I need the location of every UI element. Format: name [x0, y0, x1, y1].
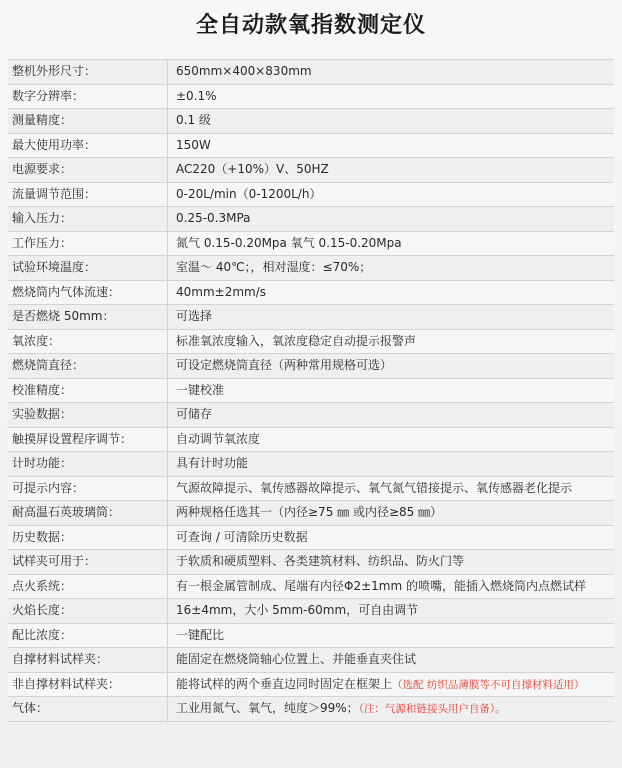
spec-value: 40mm±2mm/s: [176, 284, 267, 299]
spec-value-cell: [168, 85, 614, 109]
spec-value: 一键配比: [176, 627, 225, 642]
spec-value-cell: [168, 648, 614, 672]
spec-note: （注：气源和链接头用户自备）。: [358, 703, 506, 715]
spec-value-cell: [168, 305, 614, 329]
spec-label: 工作压力：: [8, 232, 168, 256]
spec-value-cell: [168, 60, 614, 84]
spec-label: 配比浓度：: [8, 624, 168, 648]
spec-value-cell: [168, 697, 614, 721]
spec-row: [8, 501, 614, 526]
spec-value-cell: [168, 207, 614, 231]
spec-value-cell: [168, 673, 614, 697]
spec-label: 流量调节范围：: [8, 183, 168, 207]
spec-value-cell: [168, 624, 614, 648]
spec-value-cell: [168, 232, 614, 256]
spec-row: [8, 673, 614, 698]
spec-label: 点火系统：: [8, 575, 168, 599]
spec-label: 试验环境温度：: [8, 256, 168, 280]
spec-row: [8, 403, 614, 428]
spec-value: 氮气 0.15-0.20Mpa 氧气 0.15-0.20Mpa: [176, 235, 402, 250]
spec-value-cell: [168, 256, 614, 280]
spec-label: 非自撑材料试样夹：: [8, 673, 168, 697]
spec-value-cell: [168, 575, 614, 599]
spec-value: 有一根金属管制成、尾端有内径Φ2±1mm 的喷嘴，能插入燃烧筒内点燃试样: [176, 578, 586, 593]
spec-row: [8, 134, 614, 159]
spec-value-cell: [168, 354, 614, 378]
spec-value: 自动调节氧浓度: [176, 431, 261, 446]
spec-row: [8, 85, 614, 110]
spec-row: [8, 60, 614, 85]
page-title: 全自动款氧指数测定仪: [195, 13, 426, 38]
spec-value: 气源故障提示、氧传感器故障提示、氧气氮气错接提示、氧传感器老化提示: [176, 480, 573, 495]
spec-label: 电源要求：: [8, 158, 168, 182]
spec-row: [8, 379, 614, 404]
spec-table: [8, 59, 614, 722]
spec-row: [8, 354, 614, 379]
spec-row: [8, 452, 614, 477]
spec-row: [8, 330, 614, 355]
spec-row: [8, 428, 614, 453]
spec-row: [8, 599, 614, 624]
spec-row: [8, 281, 614, 306]
spec-label: 数字分辨率：: [8, 85, 168, 109]
spec-row: [8, 526, 614, 551]
spec-value: 0.25-0.3MPa: [176, 211, 251, 225]
spec-value-cell: [168, 501, 614, 525]
spec-value-cell: [168, 281, 614, 305]
spec-label: 火焰长度：: [8, 599, 168, 623]
spec-value-cell: [168, 428, 614, 452]
spec-value: 150W: [176, 137, 211, 152]
spec-value-cell: [168, 379, 614, 403]
spec-row: [8, 158, 614, 183]
spec-label: 自撑材料试样夹：: [8, 648, 168, 672]
spec-row: [8, 232, 614, 257]
spec-value: ±0.1%: [176, 88, 217, 103]
spec-row: [8, 477, 614, 502]
spec-value: 可查询 / 可清除历史数据: [176, 529, 308, 544]
spec-row: [8, 648, 614, 673]
spec-value: 工业用氮气、氧气，纯度＞99%；: [176, 701, 359, 715]
spec-row: [8, 207, 614, 232]
spec-value-cell: [168, 158, 614, 182]
spec-label: 氧浓度：: [8, 330, 168, 354]
spec-row: [8, 256, 614, 281]
spec-value-cell: [168, 403, 614, 427]
spec-label: 耐高温石英玻璃筒：: [8, 501, 168, 525]
spec-label: 计时功能：: [8, 452, 168, 476]
spec-value: 能将试样的两个垂直边同时固定在框架上: [176, 676, 393, 691]
spec-value: 标准氧浓度输入，氧浓度稳定自动提示报警声: [176, 333, 417, 348]
spec-label: 历史数据：: [8, 526, 168, 550]
spec-label: 试样夹可用于：: [8, 550, 168, 574]
spec-value-cell: [168, 134, 614, 158]
spec-value: 一键校准: [176, 382, 225, 397]
spec-value: 0-20L/min（0-1200L/h）: [176, 186, 322, 201]
spec-label: 测量精度：: [8, 109, 168, 133]
spec-value-cell: [168, 599, 614, 623]
spec-value-cell: [168, 526, 614, 550]
spec-label: 整机外形尺寸：: [8, 60, 168, 84]
spec-label: 输入压力：: [8, 207, 168, 231]
spec-label: 校准精度：: [8, 379, 168, 403]
spec-label: 燃烧筒直径：: [8, 354, 168, 378]
spec-value-cell: [168, 550, 614, 574]
spec-label: 触摸屏设置程序调节：: [8, 428, 168, 452]
spec-row: [8, 697, 614, 722]
spec-row: [8, 183, 614, 208]
spec-value-cell: [168, 477, 614, 501]
spec-value-cell: [168, 183, 614, 207]
spec-row: [8, 550, 614, 575]
spec-note: （选配 纺织品薄膜等不可自撑材料适用）: [392, 678, 585, 691]
spec-label: 燃烧筒内气体流速：: [8, 281, 168, 305]
spec-value-cell: [168, 452, 614, 476]
spec-value: 16±4mm，大小 5mm-60mm，可自由调节: [176, 603, 419, 617]
spec-value: 能固定在燃烧筒轴心位置上、并能垂直夹住试: [176, 652, 417, 666]
spec-label: 气体：: [8, 697, 168, 721]
spec-label: 最大使用功率：: [8, 134, 168, 158]
spec-value: 650mm×400×830mm: [176, 64, 312, 78]
spec-value: 室温～ 40℃；，相对湿度：≤70%；: [176, 260, 372, 274]
spec-value: 于软质和硬质塑料、各类建筑材料、纺织品、防火门等: [176, 554, 465, 568]
spec-label: 实验数据：: [8, 403, 168, 427]
spec-row: [8, 109, 614, 134]
spec-row: [8, 624, 614, 649]
spec-value: 两种规格任选其一（内径≥75 ㎜ 或内径≥85 ㎜）: [176, 505, 443, 519]
spec-label: 是否燃烧 50mm：: [8, 305, 168, 329]
spec-row: [8, 305, 614, 330]
spec-value: 0.1 级: [176, 113, 211, 127]
spec-value: 可储存: [176, 407, 213, 421]
spec-value: 可选择: [176, 309, 213, 323]
spec-label: 可提示内容：: [8, 477, 168, 501]
spec-value: 具有计时功能: [176, 456, 249, 470]
spec-value: 可设定燃烧筒直径（两种常用规格可选）: [176, 358, 393, 372]
spec-row: [8, 575, 614, 600]
spec-value-cell: [168, 330, 614, 354]
spec-value-cell: [168, 109, 614, 133]
spec-value: AC220（+10%）V、50HZ: [176, 162, 329, 176]
